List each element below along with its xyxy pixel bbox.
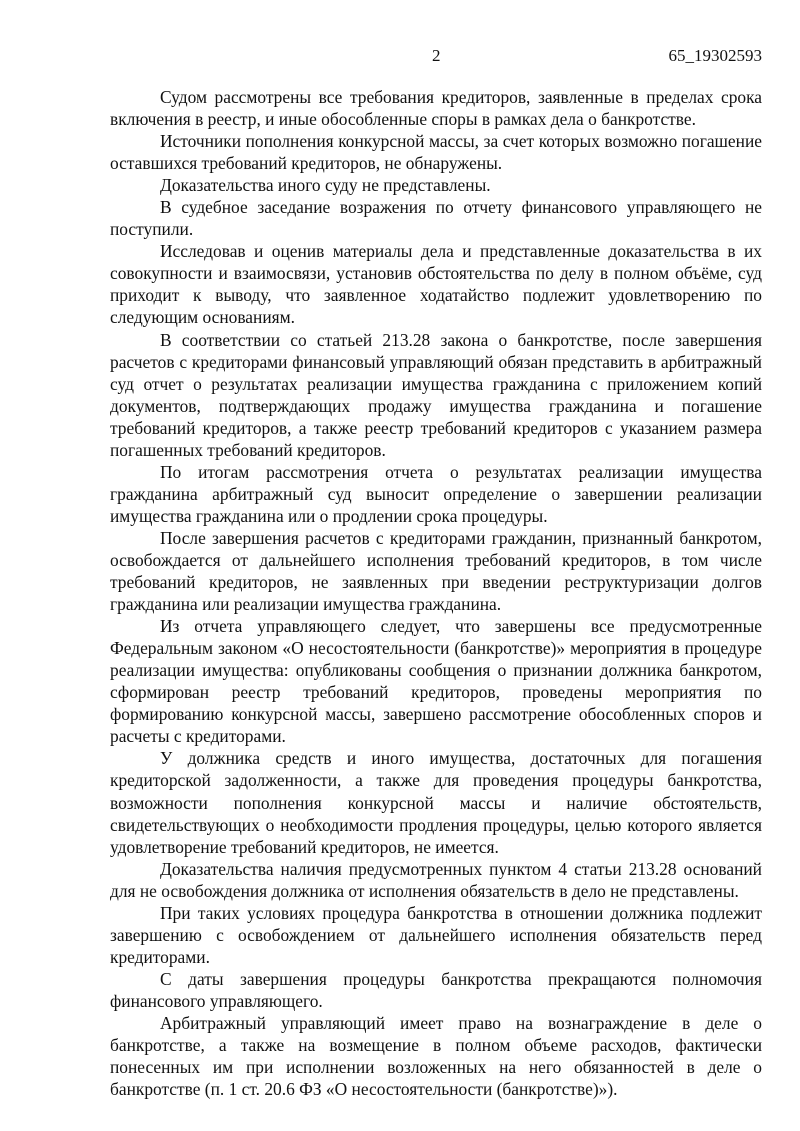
case-number: 65_19302593 <box>668 46 762 65</box>
paragraph: В соответствии со статьей 213.28 закона о банкротстве, после завершения расчетов с кредиторами финансовый управляющий обязан представить в арбитражный суд отчет о результатах реализации имущества гражданина с приложением копий документов, подтверждающих продажу имущества гражданина и погашение требований кредиторов, а также реестр требований кредиторов с указанием размера погашенных требований кредиторов. <box>110 329 762 460</box>
paragraph: В судебное заседание возражения по отчету финансового управляющего не поступили. <box>110 197 762 240</box>
paragraph: При таких условиях процедура банкротства в отношении должника подлежит завершению с освобождением от дальнейшего исполнения обязательств перед кредиторами. <box>110 902 762 967</box>
paragraph: С даты завершения процедуры банкротства прекращаются полномочия финансового управляющего. <box>110 968 762 1011</box>
paragraph: После завершения расчетов с кредиторами гражданин, признанный банкротом, освобождается от дальнейшего исполнения требований кредиторов, в том числе требований кредиторов, не заявленных при введении реструктуризации долгов гражданина или реализации имущества гражданина. <box>110 527 762 615</box>
paragraph: Арбитражный управляющий имеет право на вознаграждение в деле о банкротстве, а также на возмещение в полном объеме расходов, фактически понесенных им при исполнении возложенных на него обязанностей в деле о банкротстве (п. 1 ст. 20.6 ФЗ «О несостоятельности (банкротстве)»). <box>110 1012 762 1100</box>
paragraph: Доказательства наличия предусмотренных пунктом 4 статьи 213.28 оснований для не освобождения должника от исполнения обязательств в дело не представлены. <box>110 858 762 901</box>
paragraph: Судом рассмотрены все требования кредиторов, заявленные в пределах срока включения в реестр, и иные обособленные споры в рамках дела о банкротстве. <box>110 87 762 130</box>
paragraph: Исследовав и оценив материалы дела и представленные доказательства в их совокупности и взаимосвязи, установив обстоятельства по делу в полном объёме, суд приходит к выводу, что заявленное ходатайство подлежит удовлетворению по следующим основаниям. <box>110 241 762 328</box>
paragraph: Из отчета управляющего следует, что завершены все предусмотренные Федеральным законом «О несостоятельности (банкротстве)» мероприятия в процедуре реализации имущества: опубликованы сообщения о признании должника банкротом, сформирован реестр требований кредиторов, проведены мероприятия по формированию конкурсной массы, завершено рассмотрение обособленных споров и расчеты с кредиторами. <box>110 616 762 747</box>
page-number: 2 <box>432 46 441 65</box>
document-body <box>110 86 762 1100</box>
paragraph: Доказательства иного суду не представлены. <box>160 175 491 196</box>
paragraph: У должника средств и иного имущества, достаточных для погашения кредиторской задолженности, а также для проведения процедуры банкротства, возможности пополнения конкурсной массы и наличие обстоятельств, свидетельствующих о необходимости продления процедуры, целью которого является удовлетворение требований кредиторов, не имеется. <box>110 748 762 857</box>
paragraph: Источники пополнения конкурсной массы, за счет которых возможно погашение оставшихся требований кредиторов, не обнаружены. <box>110 131 762 174</box>
paragraph: По итогам рассмотрения отчета о результатах реализации имущества гражданина арбитражный суд выносит определение о завершении реализации имущества гражданина или о продлении срока процедуры. <box>110 461 762 526</box>
page-header <box>0 46 800 70</box>
